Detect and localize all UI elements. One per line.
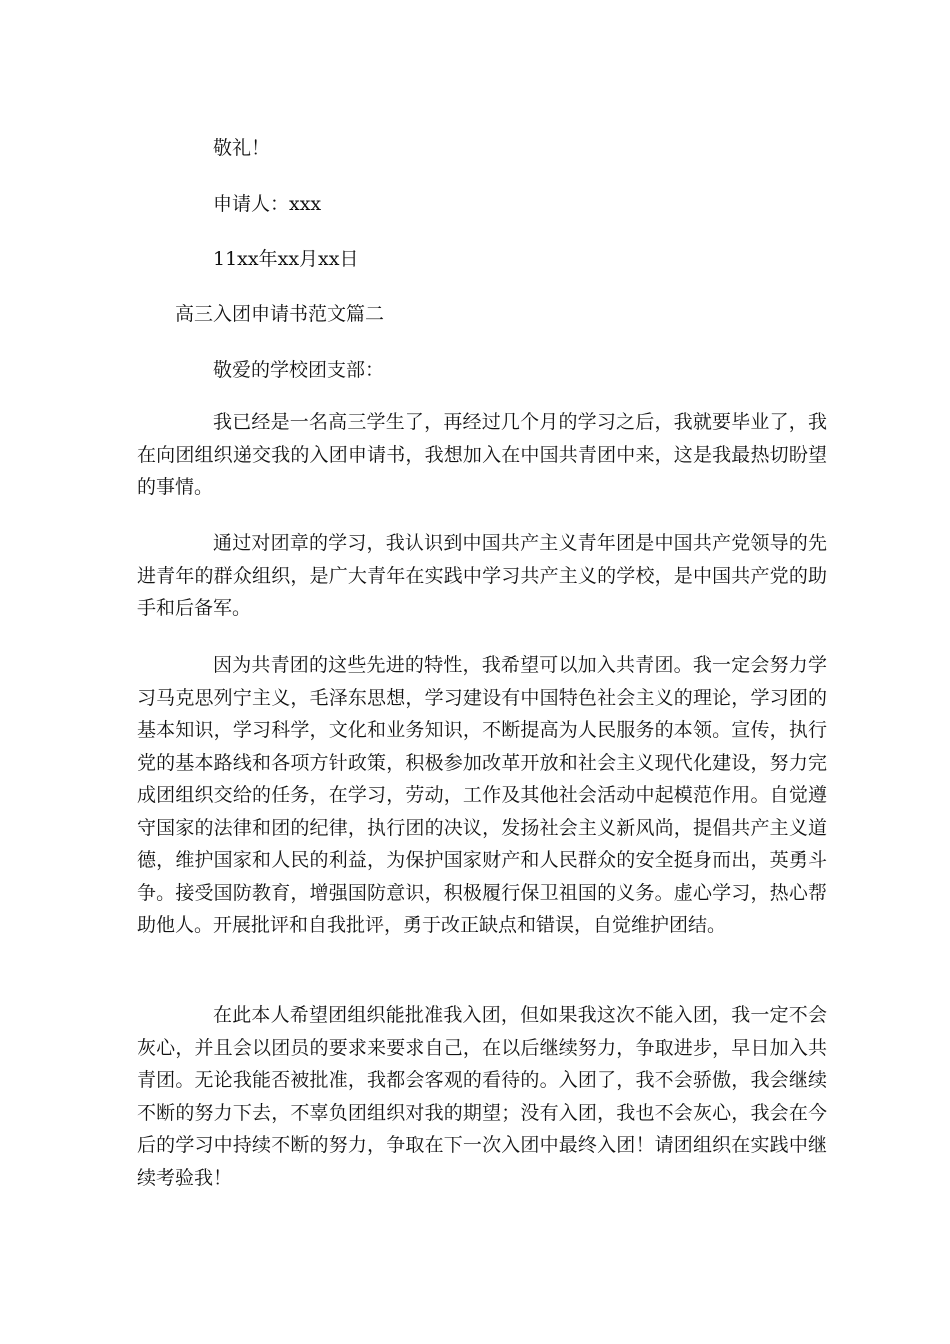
paragraph-4: 在此本人希望团组织能批准我入团，但如果我这次不能入团，我一定不会灰心，并且会以团员的要求来要求自己，在以后继续努力，争取进步，早日加入共青团。无论我能否被批准，我都会客观的看待的。入团了，我不会骄傲，我会继续不断的努力下去，不辜负团组织对我的期望；没有入团，我也不会灰心，我会在今后的学习中持续不断的努力，争取在下一次入团中最终入团！请团组织在实践中继续考验我！	[137, 1004, 827, 1189]
closing-salute: 敬礼！	[213, 137, 271, 159]
paragraph-1: 我已经是一名高三学生了，再经过几个月的学习之后，我就要毕业了，我在向团组织递交我的入团申请书，我想加入在中国共青团中来，这是我最热切盼望的事情。	[137, 411, 827, 498]
paragraph-2: 通过对团章的学习，我认识到中国共产主义青年团是中国共产党领导的先进青年的群众组织，是广大青年在实践中学习共产主义的学校，是中国共产党的助手和后备军。	[137, 532, 827, 619]
application-date: 11xx年xx月xx日	[213, 248, 359, 270]
greeting: 敬爱的学校团支部：	[213, 359, 385, 381]
paragraph-3: 因为共青团的这些先进的特性，我希望可以加入共青团。我一定会努力学习马克思列宁主义，毛泽东思想，学习建设有中国特色社会主义的理论，学习团的基本知识，学习科学，文化和业务知识，不断提高为人民服务的本领。宣传，执行党的基本路线和各项方针政策，积极参加改革开放和社会主义现代化建设，努力完成团组织交给的任务，在学习，劳动，工作及其他社会活动中起模范作用。自觉遵守国家的法律和团的纪律，执行团的决议，发扬社会主义新风尚，提倡共产主义道德，维护国家和人民的利益，为保护国家财产和人民群众的安全挺身而出，英勇斗争。接受国防教育，增强国防意识，积极履行保卫祖国的义务。虚心学习，热心帮助他人。开展批评和自我批评，勇于改正缺点和错误，自觉维护团结。	[137, 654, 827, 936]
section-title: 高三入团申请书范文篇二	[175, 303, 385, 325]
applicant-signature: 申请人：xxx	[213, 193, 322, 215]
